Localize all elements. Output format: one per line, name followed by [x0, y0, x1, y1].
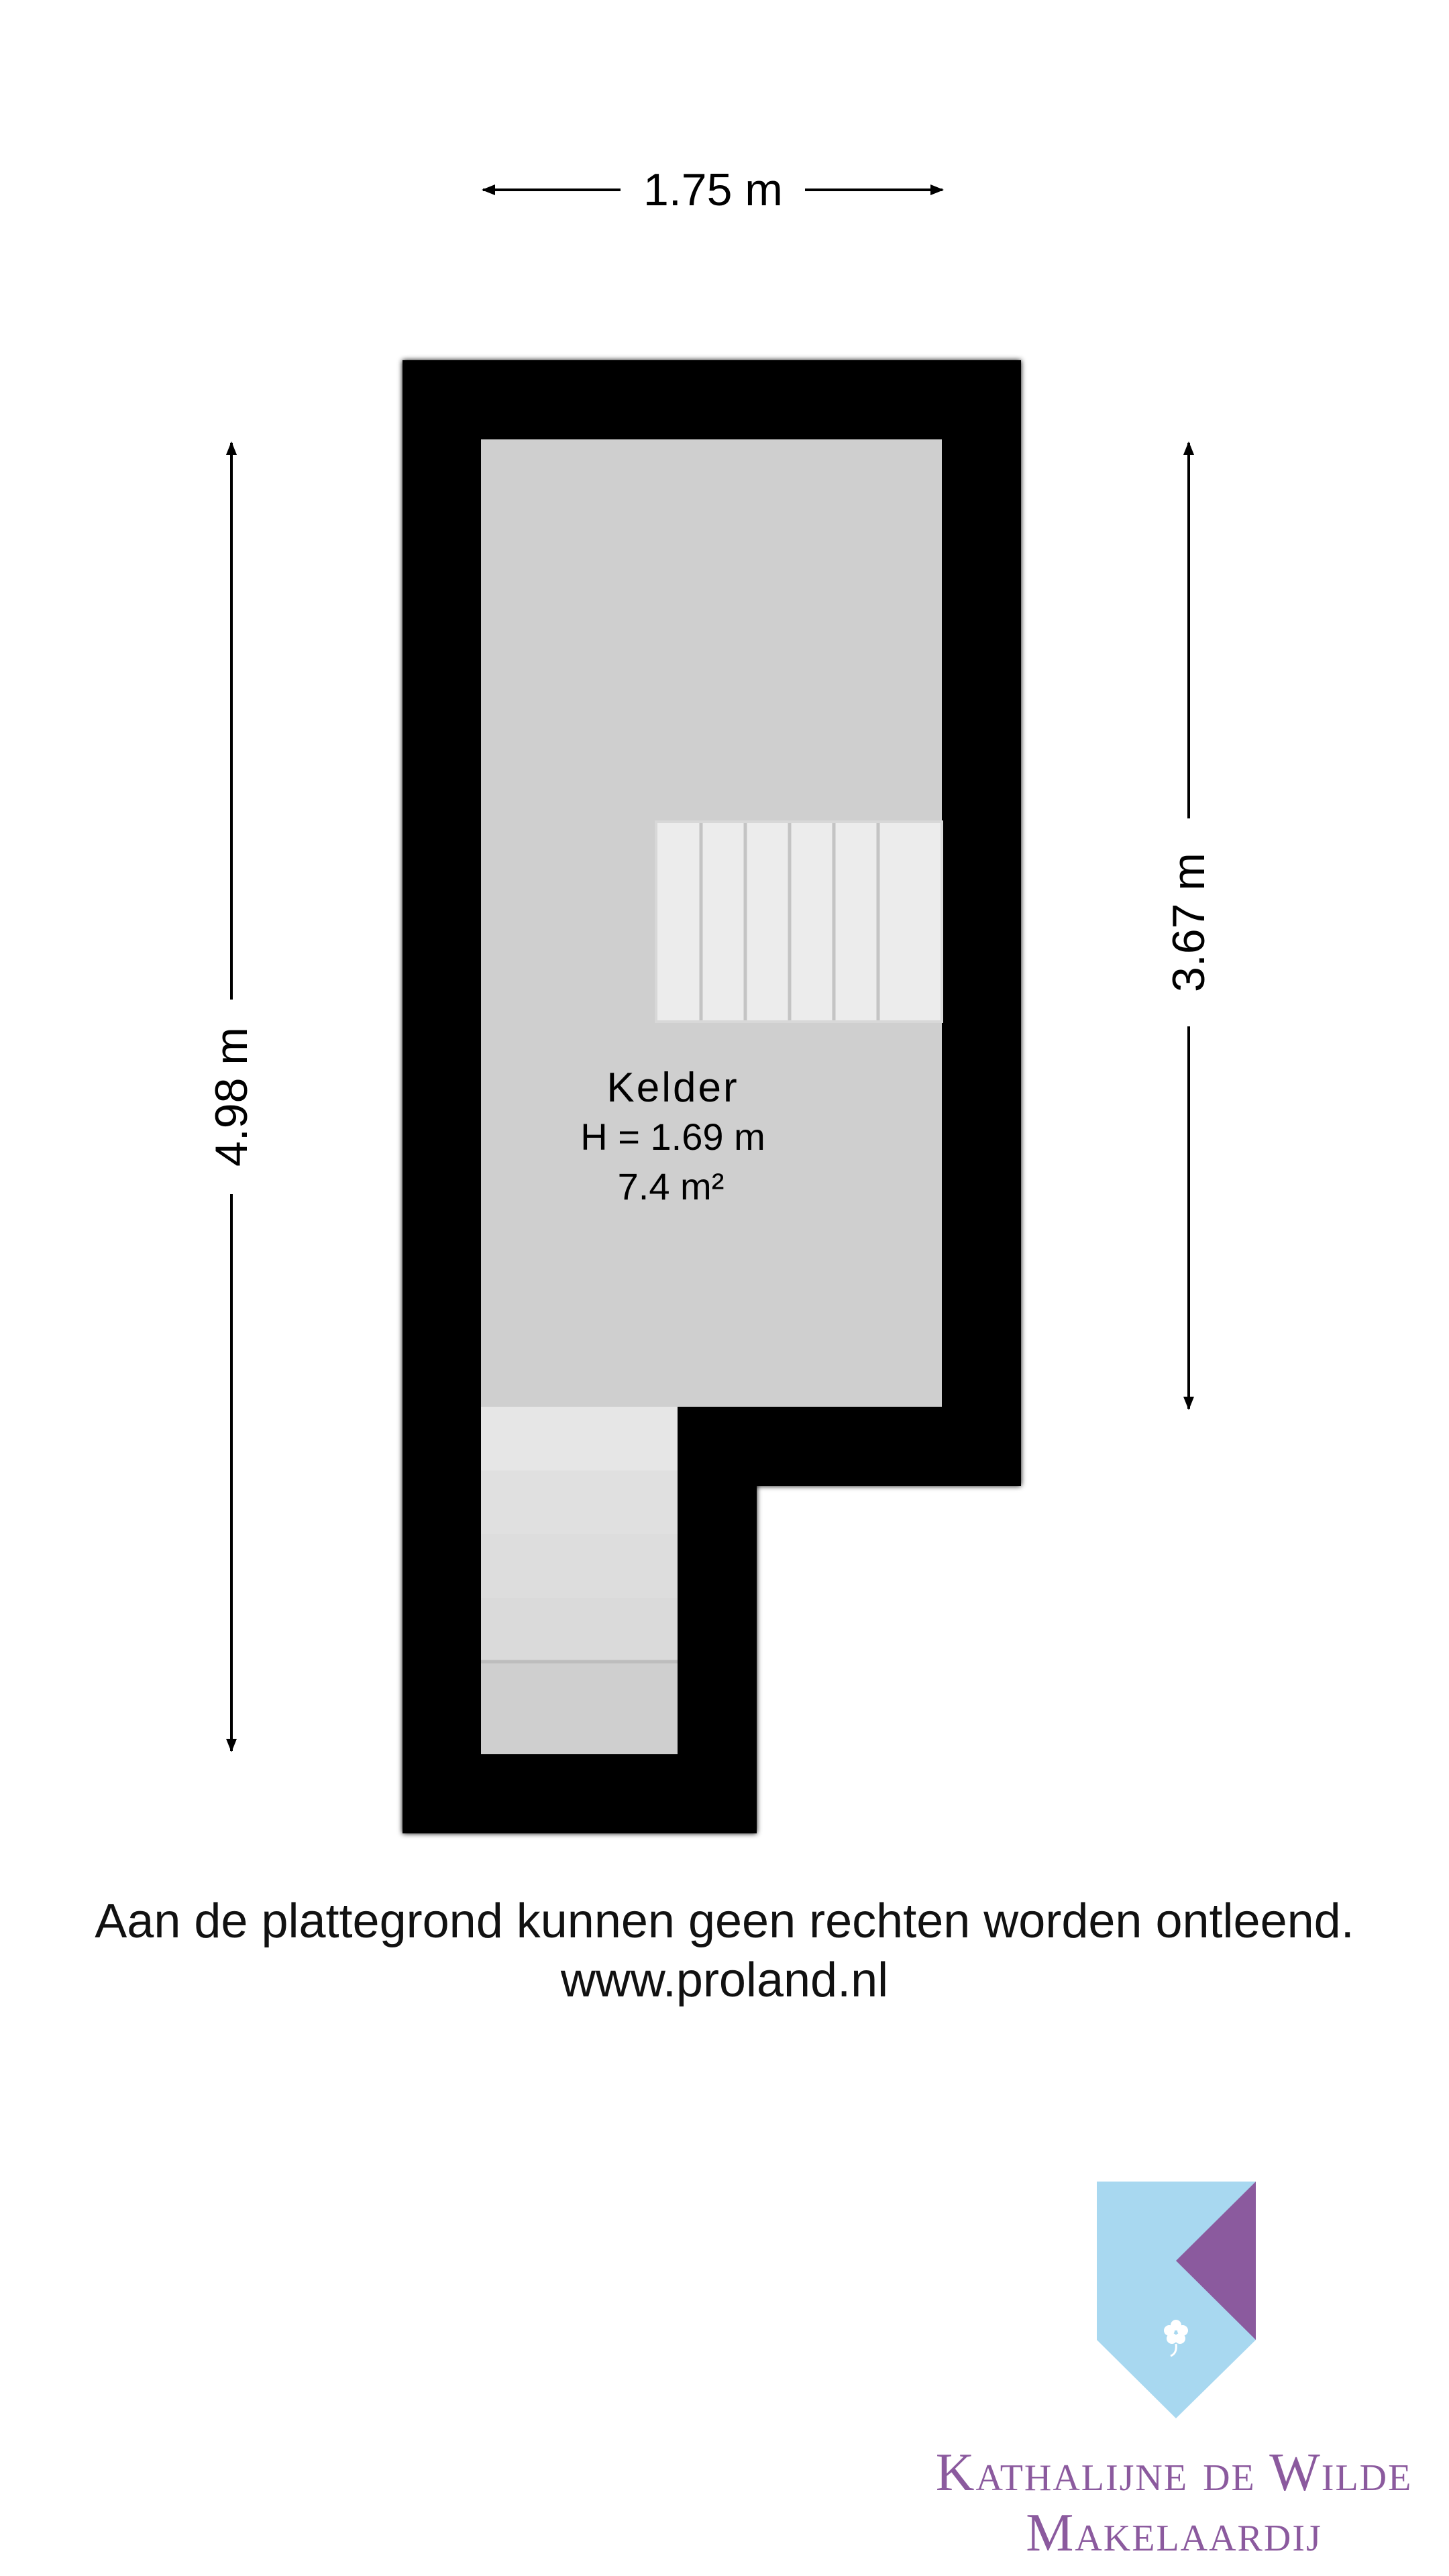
brand-name: Kathalijne de Wilde: [935, 2443, 1413, 2502]
staircase-upper: [656, 822, 942, 1022]
shield-flower-logo-icon: [1097, 2182, 1256, 2418]
disclaimer-text: Aan de plattegrond kunnen geen rechten worden ontleend.: [95, 1894, 1354, 1948]
room-name: Kelder: [606, 1065, 739, 1111]
dimension-top: [483, 164, 943, 215]
room-area: 7.4 m²: [617, 1165, 724, 1208]
dimension-top-label: 1.75 m: [643, 164, 783, 215]
dimension-right-label: 3.67 m: [1163, 853, 1214, 992]
dimension-left-label: 4.98 m: [206, 1027, 257, 1167]
website-link[interactable]: www.proland.nl: [560, 1953, 889, 2007]
dimension-right: [1163, 443, 1214, 1409]
dimension-left: [206, 443, 257, 1751]
room-height: H = 1.69 m: [580, 1116, 765, 1158]
brand-subtitle: Makelaardij: [1026, 2504, 1322, 2563]
staircase-lower: [481, 1407, 678, 1662]
